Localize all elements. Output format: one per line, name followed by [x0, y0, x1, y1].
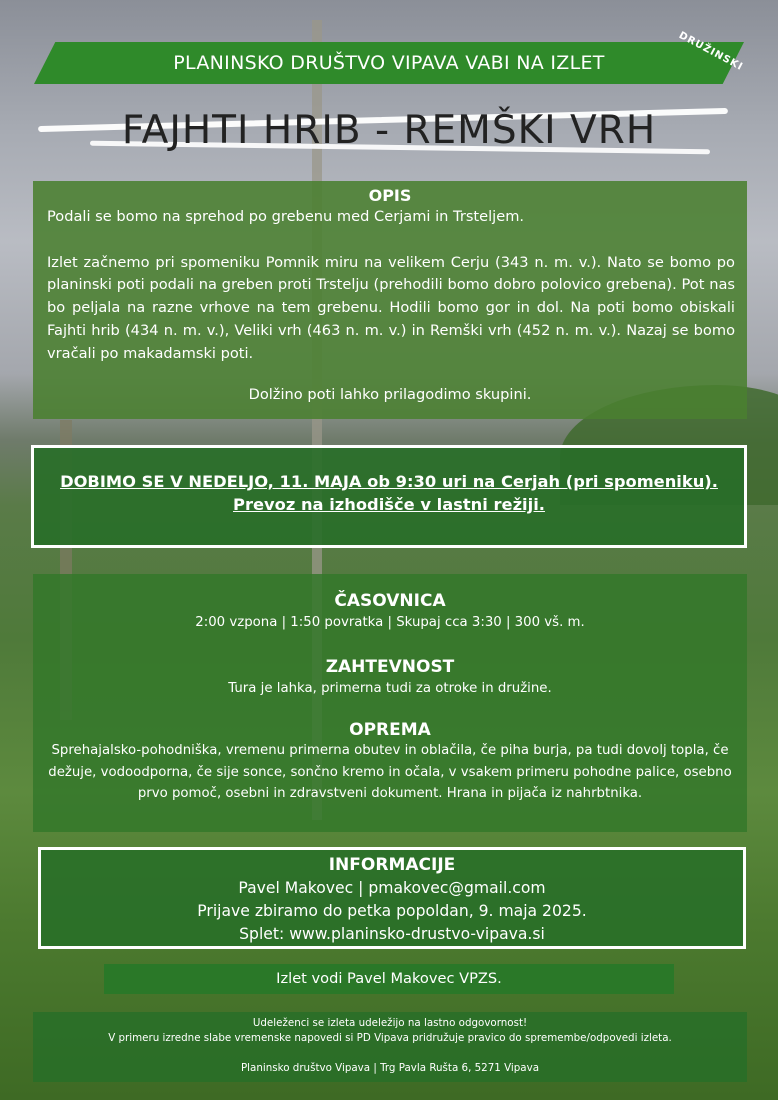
banner-text: PLANINSKO DRUŠTVO VIPAVA VABI NA IZLET: [173, 52, 605, 74]
footer-weather-note: V primeru izredne slabe vremenske napovedi si PD Vipava pridružuje pravico do spremembe/odpovedi izleta.: [108, 1032, 672, 1044]
opis-paragraph-2: Izlet začnemo pri spomeniku Pomnik miru na velikem Cerju (343 n. m. v.). Nato se bomo po planinski poti podali na greben proti Trstelju (prehodili bomo dobro polovico grebena). Pot nas bo peljala na razne vrhove na tem grebenu. Hodili bomo gor in dol. Na poti bomo obiskali Fajhti hrib (434 n. m. v.), Veliki vrh (463 n. m. v.) in Remški vrh (452 n. m. v.). Nazaj se bomo vračali po makadamski poti.: [47, 253, 735, 362]
meeting-text: [31, 470, 747, 516]
footer-address: Planinsko društvo Vipava | Trg Pavla Rušta 6, 5271 Vipava: [240, 1062, 540, 1074]
oprema-line-1: Sprehajalsko-pohodniška, vremenu primerna obutev in oblačila, če piha burja, pa tudi dovolj topla, če: [51, 743, 729, 758]
guide-text: Izlet vodi Pavel Makovec VPZS.: [276, 970, 502, 987]
corner-label: DRUŽINSKI: [676, 30, 745, 74]
opis-heading: OPIS: [368, 186, 412, 205]
meeting-line-1: DOBIMO SE V NEDELJO, 11. MAJA ob 9:30 uri na Cerjah (pri spomeniku).: [60, 472, 718, 491]
info-web: Splet: www.planinsko-drustvo-vipava.si: [239, 925, 545, 943]
meeting-line-2: Prevoz na izhodišče v lastni režiji.: [233, 495, 545, 514]
opis-spacer: [47, 229, 735, 252]
casovnica-text: 2:00 vzpona | 1:50 povratka | Skupaj cca 3:30 | 300 vš. m.: [195, 615, 585, 630]
zahtevnost-heading: ZAHTEVNOST: [325, 657, 455, 677]
oprema-text: [33, 740, 747, 805]
info-heading: INFORMACIJE: [328, 855, 456, 875]
opis-note: Dolžino poti lahko prilagodimo skupini.: [248, 386, 532, 403]
opis-paragraph-1: Podali se bomo na sprehod po grebenu med Cerjami in Trsteljem.: [47, 208, 525, 225]
oprema-line-2: dežuje, vodoodporna, če sije sonce, sončno kremo in očala, v vsakem primeru pohodne palice, osebno: [48, 764, 732, 780]
info-deadline: Prijave zbiramo do petka popoldan, 9. maja 2025.: [197, 902, 587, 920]
zahtevnost-text: Tura je lahka, primerna tudi za otroke in družine.: [228, 681, 552, 696]
oprema-heading: OPREMA: [349, 720, 431, 740]
opis-text: [47, 206, 735, 366]
info-contact: Pavel Makovec | pmakovec@gmail.com: [238, 879, 546, 897]
footer-disclaimer: Udeleženci se izleta udeležijo na lastno odgovornost!: [252, 1017, 528, 1029]
casovnica-heading: ČASOVNICA: [334, 591, 446, 611]
oprema-line-3: prvo pomoč, osebni in zdravstveni dokument. Hrana in pijača iz nahrbtnika.: [137, 786, 643, 801]
page-title: FAJHTI HRIB - REMŠKI VRH: [121, 108, 657, 153]
